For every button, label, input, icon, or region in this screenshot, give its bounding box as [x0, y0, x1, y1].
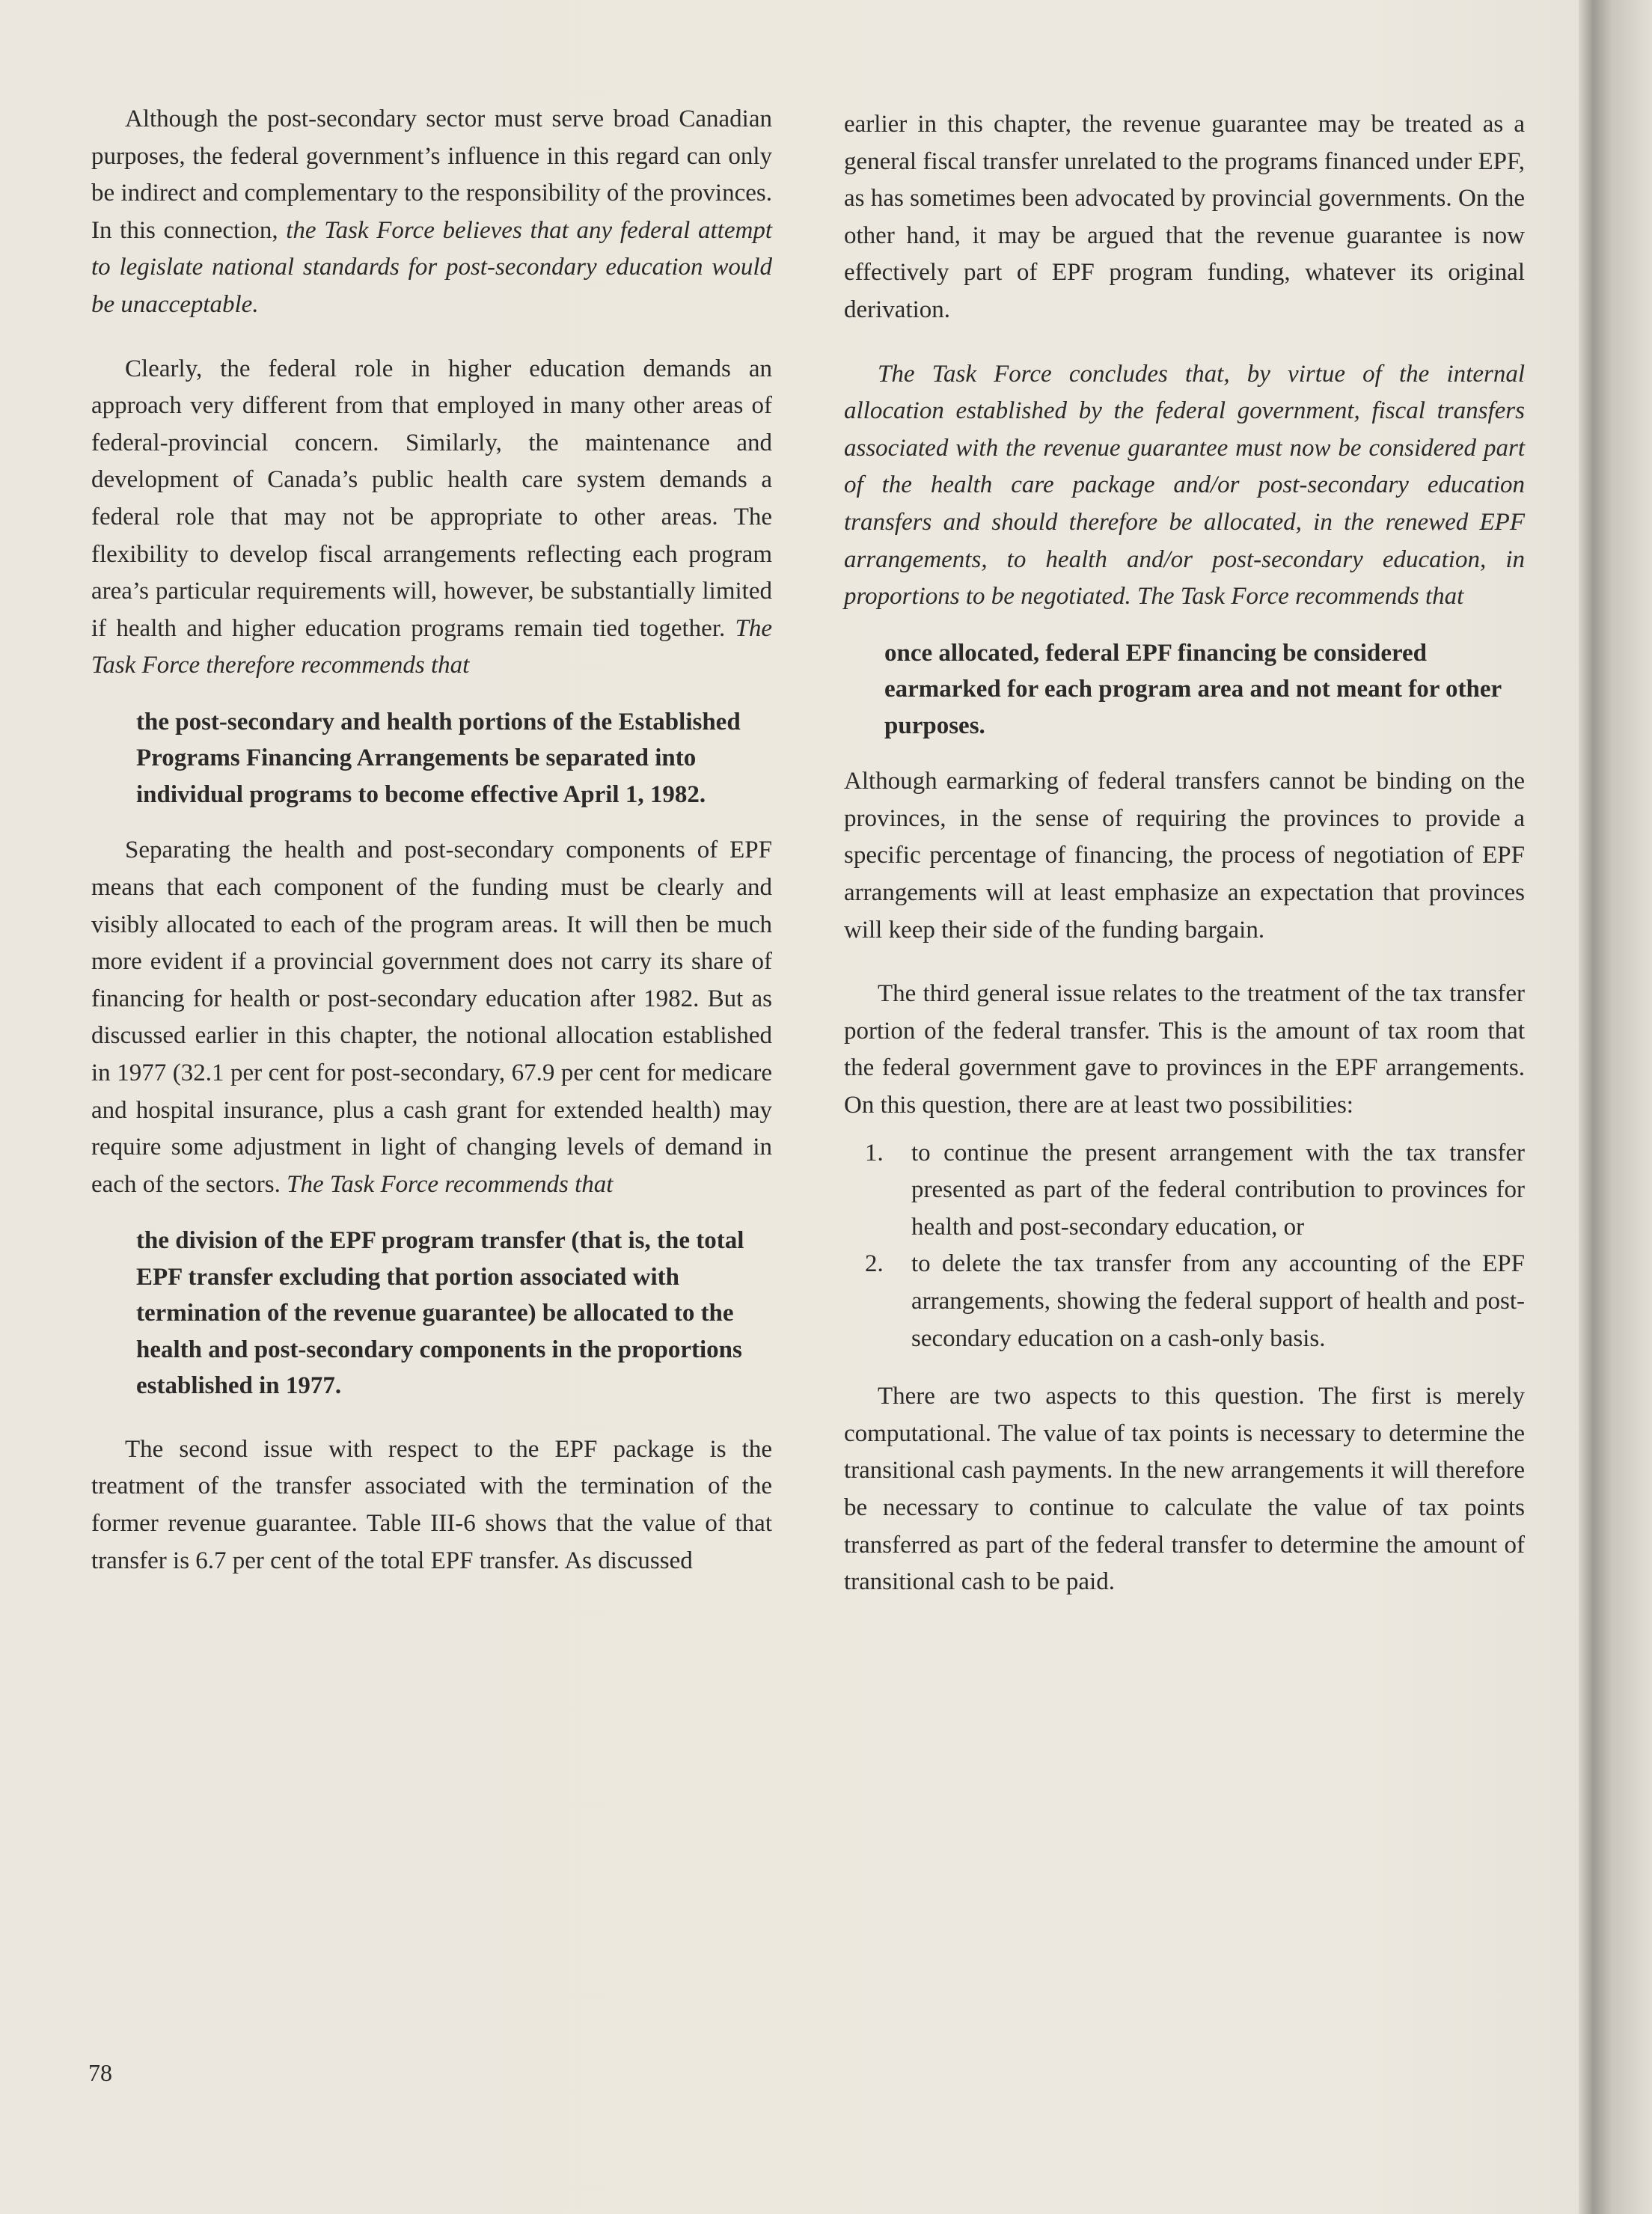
list-number: 2. [865, 1250, 884, 1278]
recommendation: once allocated, federal EPF financing be considered earmarked for each program area and not meant for other purposes. [884, 639, 1502, 739]
body-text: Clearly, the federal role in higher education demands an approach very different from that employed in many other areas of federal-provincial concern. Similarly, the maintenance and development of Canada’s public health care system demands a federal role that may not be appropriate to other areas. The flexibility to develop fiscal arrangements reflecting each program area’s particular requirements will, however, be substantially limited if health and higher education programs remain tied together. [91, 355, 772, 642]
possibilities-list [844, 1135, 1525, 1358]
paragraph [91, 832, 772, 1203]
body-text: Separating the health and post-secondary components of EPF means that each component of the funding must be clearly and visibly allocated to each of the program areas. It will then be much more evident if a provincial government does not carry its share of financing for health or post-secondary education after 1982. But as discussed earlier in this chapter, the notional allocation established in 1977 (32.1 per cent for post-secondary, 67.9 per cent for medicare and hospital insurance, plus a cash grant for extended health) may require some adjustment in light of changing levels of demand in each of the sectors. [91, 837, 772, 1198]
left-column [91, 101, 772, 1580]
list-item [844, 1246, 1525, 1357]
paragraph: The second issue with respect to the EPF package is the treatment of the transfer associated with the termination of the former revenue guarantee. Table III-6 shows that the value of that transfer is 6.7 per cent of the total EPF transfer. As discussed [91, 1435, 772, 1574]
page-number: 78 [88, 2059, 112, 2086]
paragraph [91, 101, 772, 324]
paragraph: earlier in this chapter, the revenue guarantee may be treated as a general fiscal transfer unrelated to the programs financed under EPF, as has sometimes been advocated by provincial governments. On the other hand, it may be argued that the revenue guarantee is now effectively part of EPF program funding, whatever its original derivation. [844, 111, 1525, 323]
body-text: Although the post-secondary sector must serve broad Canadian purposes, the federal government’s influence in this regard can only be indirect and complementary to the responsibility of the provinces. In this connection, [91, 105, 772, 244]
paragraph: There are two aspects to this question. The first is merely computational. The value of tax points is necessary to determine the transitional cash payments. In the new arrangements it will therefore be necessary to continue to calculate the value of tax points transferred as part of the federal transfer to determine the amount of transitional cash to be paid. [844, 1383, 1525, 1596]
italic-text: The Task Force concludes that, by virtue of the internal allocation established by the federal government, fiscal transfers associated with the revenue guarantee must now be considered part of the health care package and/or post-secondary education transfers and should therefore be allocated, in the renewed EPF arrangements, to health and/or post-secondary education, in proportions to be negotiated. The Task Force recommends that [844, 360, 1525, 611]
italic-text: the Task Force believes that any federal attempt to legislate national standards for post-secondary education would be unacceptable. [91, 216, 772, 318]
paragraph: Although earmarking of federal transfers cannot be binding on the provinces, in the sense of requiring the provinces to provide a specific percentage of financing, the process of negotiation of EPF arrangements will at least emphasize an expectation that provinces will keep their side of the funding bargain. [844, 768, 1525, 944]
italic-text: The Task Force therefore recommends that [91, 614, 772, 679]
paragraph: The third general issue relates to the treatment of the tax transfer portion of the federal transfer. This is the amount of tax room that the federal government gave to provinces in the EPF arrangements. On this question, there are at least two possibilities: [844, 980, 1525, 1119]
list-text: to delete the tax transfer from any accounting of the EPF arrangements, showing the federal support of health and post-secondary education on a cash-only basis. [911, 1250, 1525, 1352]
italic-text: The Task Force recommends that [287, 1170, 614, 1198]
book-gutter [1579, 0, 1652, 2214]
right-column [844, 106, 1525, 1601]
list-number: 1. [865, 1139, 884, 1166]
paragraph [844, 356, 1525, 616]
list-text: to continue the present arrangement with the tax transfer presented as part of the federal contribution to provinces for health and post-secondary education, or [911, 1139, 1525, 1241]
paragraph [91, 351, 772, 685]
recommendation: the post-secondary and health portions of the Established Programs Financing Arrangements be separated into individual programs to become effective April 1, 1982. [136, 708, 741, 808]
recommendation: the division of the EPF program transfer (that is, the total EPF transfer excluding that portion associated with termination of the revenue guarantee) be allocated to the health and post-secondary components in the proportions established in 1977. [136, 1227, 744, 1400]
list-item [844, 1135, 1525, 1247]
